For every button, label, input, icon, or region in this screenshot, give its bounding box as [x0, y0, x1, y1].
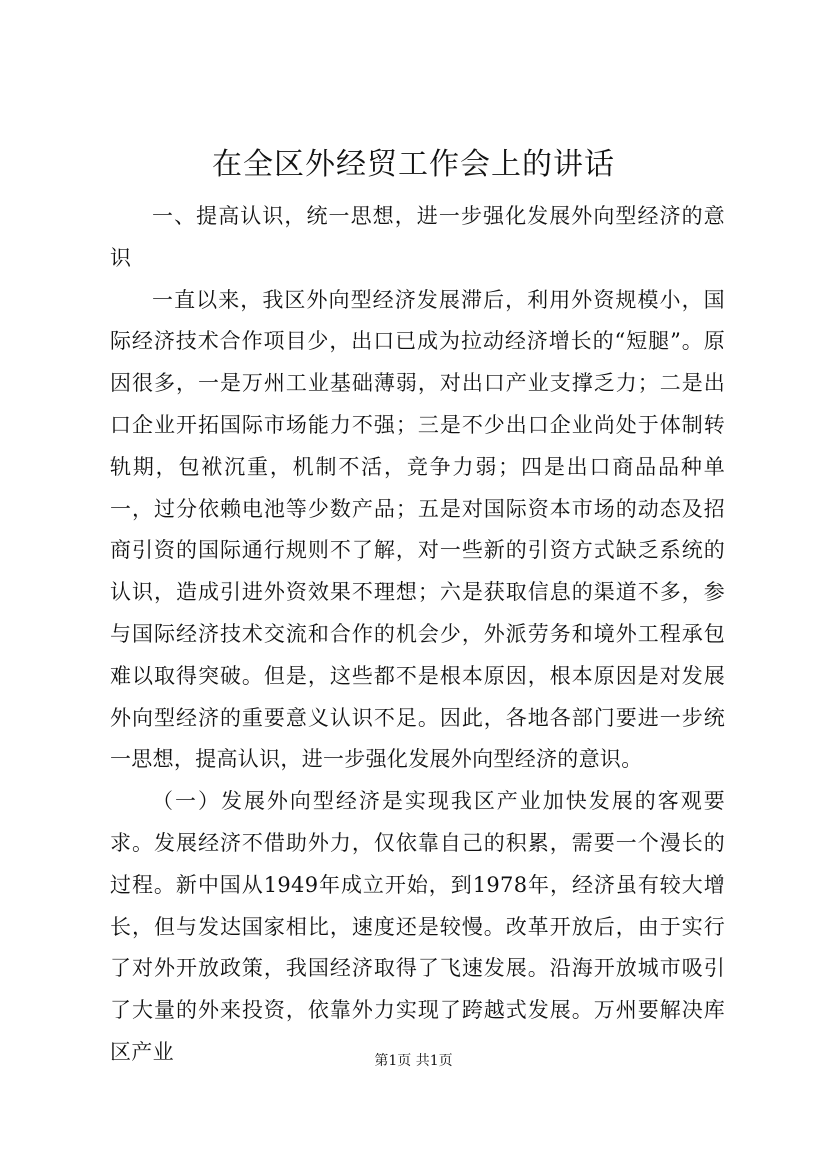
page-footer: 第1页 共1页 — [374, 1053, 453, 1069]
document-title: 在全区外经贸工作会上的讲话 — [212, 147, 615, 182]
document-body — [110, 196, 725, 1074]
paragraph-section-heading: 一、提高认识，统一思想，进一步强化发展外向型经济的意识 — [110, 204, 725, 270]
paragraph-point-one: （一）发展外向型经济是实现我区产业加快发展的客观要求。发展经济不借助外力，仅依靠自己的积累，需要一个漫长的过程。新中国从1949年成立开始，到1978年，经济虽有较大增长，但与发达国家相比，速度还是较慢。改革开放后，由于实行了对外开放政策，我国经济取得了飞速发展。沿海开放城市吸引了大量的外来投资，依靠外力实现了跨越式发展。万州要解决库区产业 — [110, 789, 725, 1064]
paragraph-background: 一直以来，我区外向型经济发展滞后，利用外资规模小，国际经济技术合作项目少，出口已成为拉动经济增长的“短腿”。原因很多，一是万州工业基础薄弱，对出口产业支撑乏力；二是出口企业开拓国际市场能力不强；三是不少出口企业尚处于体制转轨期，包袱沉重，机制不活，竞争力弱；四是出口商品品种单一，过分依赖电池等少数产品；五是对国际资本市场的动态及招商引资的国际通行规则不了解，对一些新的引资方式缺乏系统的认识，造成引进外资效果不理想；六是获取信息的渠道不多，参与国际经济技术交流和合作的机会少，外派劳务和境外工程承包难以取得突破。但是，这些都不是根本原因，根本原因是对发展外向型经济的重要意义认识不足。因此，各地各部门要进一步统一思想，提高认识，进一步强化发展外向型经济的意识。 — [110, 287, 725, 772]
